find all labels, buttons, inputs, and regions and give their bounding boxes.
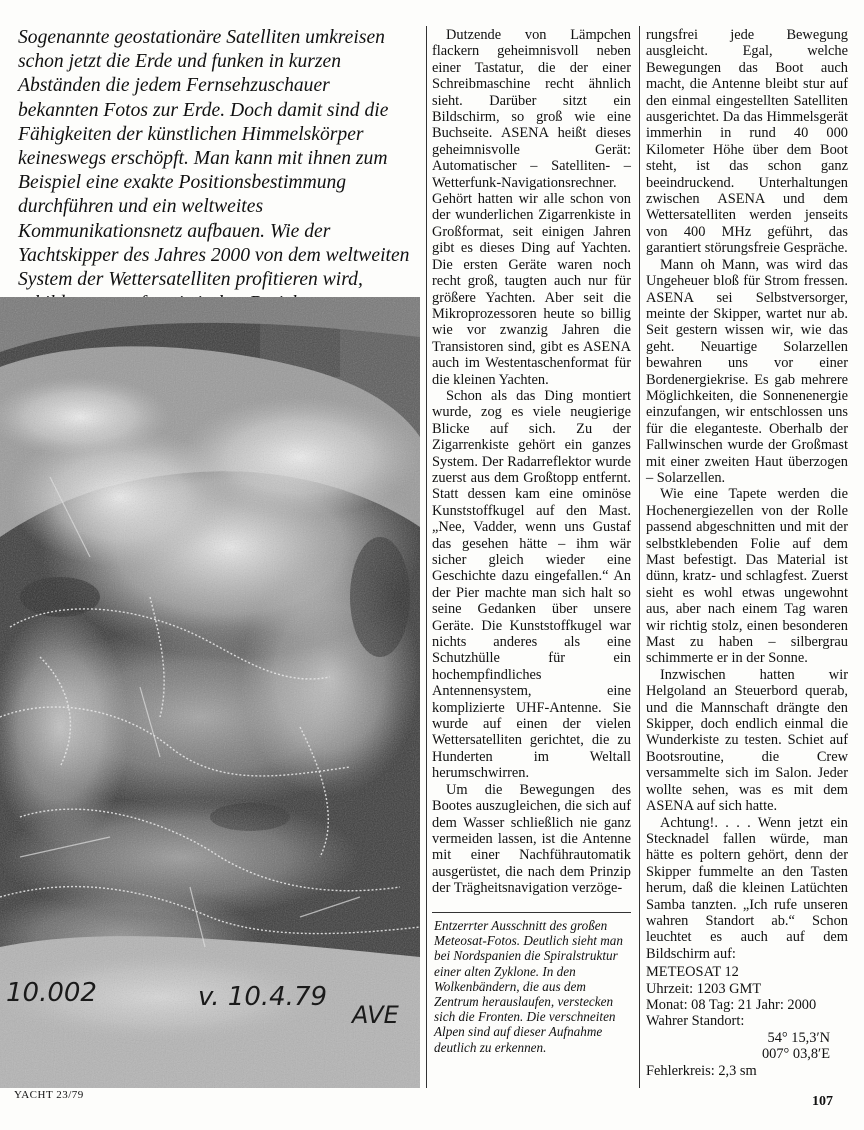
paragraph: Schon als das Ding montiert wurde, zog es viele neugierige Blicke auf sich. Zu der Zigarrenkiste gehört ein ganzes System. Der Radarreflektor wurde zuerst aus dem Großtopp entfernt. Statt dessen kam eine ominöse Kunststoffkugel auf den Mast. „Nee, Vadder, wenn uns Gustaf das gesehen hätte – ihm wär sicher gleich wieder eine Geschichte dazu eingefallen.“ An der Pier machte man sich halt so seine Gedanken über unsere Geräte. Die Kunststoffkugel war nichts anderes als eine Schutzhülle für ein hochempfindliches Antennensystem, eine komplizierte UHF-Antenne. Sie wurde auf einen der vielen Wettersatelliten gerichtet, die zu Hunderten im Weltall herumschwirren. [432, 387, 631, 782]
paragraph: Dutzende von Lämpchen flackern geheimnisvoll neben einer Tastatur, die der einer Schreibmaschine recht ähnlich sieht. Darüber sitzt ein Bildschirm, so groß wie eine Buchseite. ASENA heißt dieses geheimnisvolle Gerät: Automatischer – Satelliten- – Wetterfunk-Navigationsrechner. Gehört hatten wir alle schon von der wunderlichen Zigarrenkiste in Großformat, seit einigen Jahren gibt es dieses Ding auf Yachten. Die ersten Geräte waren noch recht groß, taugten auch nur für größere Yachten. Aber seit die Mikroprozessoren heute so billig wie vor zwanzig Jahren die Transistoren sind, gibt es ASENA auch im Westentaschenformat für die kleinen Yachten. [432, 27, 631, 388]
photo-annotation-date: v. 10.4.79 [198, 982, 328, 1012]
column-divider [639, 26, 640, 1088]
display-latitude: 54° 15,3′N [767, 1029, 830, 1046]
display-line: Monat: 08 Tag: 21 Jahr: 2000 [646, 996, 817, 1013]
satellite-photo [0, 297, 420, 1088]
magazine-issue: YACHT 23/79 [14, 1089, 84, 1101]
paragraph: rungsfrei jede Bewegung ausgleicht. Egal, welche Bewegungen das Boot auch macht, die Antenne bleibt stur auf den einmal eingestellten Satelliten ausgerichtet. Da das Himmelsgerät immerhin in rund 40 000 Kilometer Höhe über dem Boot steht, ist das schon ganz beeindruckend. Unterhaltungen zwischen ASENA und dem Wettersatelliten werden jenseits von 400 MHz geführt, das garantiert störungsfreie Gespräche. [646, 27, 848, 257]
caption-rule [432, 912, 631, 913]
article-column-3 [646, 27, 848, 1079]
page-number: 107 [812, 1094, 833, 1109]
photo-annotation-left: 10.002 [6, 978, 97, 1008]
display-line: Wahrer Standort: [646, 1013, 745, 1030]
paragraph: Wie eine Tapete werden die Hochenergiezellen von der Rolle passend abgeschnitten und mit der selbstklebenden Folie auf dem Mast befestigt. Das Material ist dünn, kratz- und schlagfest. Zuerst sieht es wohl etwas ungewohnt aus, aber nach einem Tag waren wir richtig stolz, einen besonderen Mast zu haben – silbergrau schimmerte er in der Sonne. [646, 486, 848, 667]
paragraph: Achtung!. . . . Wenn jetzt ein Stecknadel fallen würde, man hätte es poltern gehört, denn der Skipper fummelte an den Tasten herum, daß die kleinen Latüchten Samba tanzten. „Ich rufe unseren wahren Standort ab.“ Schon leuchtet es auch auf dem Bildschirm auf: [646, 814, 848, 962]
display-line: Uhrzeit: 1203 GMT [646, 980, 762, 997]
photo-caption: Entzerrter Ausschnitt des großen Meteosat-Fotos. Deutlich sieht man bei Nordspanien die Spiralstruktur einer alten Zyklone. In den Wolkenbändern, die aus dem Zentrum herauslaufen, verstecken sich die Fronten. Die verschneiten Alpen sind auf dieser Aufnahme deutlich zu erkennen. [434, 918, 623, 1055]
intro-text: Sogenannte geostationäre Satelliten umkreisen schon jetzt die Erde und funken in kurzen Abständen die jedem Fernsehzuschauer bekannten Fotos zur Erde. Doch damit sind die Fähigkeiten der künstlichen Himmelskörper keineswegs erschöpft. Man kann mit ihnen zum Beispiel eine exakte Positionsbestimmung durchführen und ein weltweites Kommunikationsnetz aufbauen. Wie der Yachtskipper des Jahres 2000 von dem weltweiten System der Wettersatelliten profitieren wird, [18, 27, 410, 291]
photo-annotation-right: AVE [352, 1001, 399, 1029]
asena-display-readout [646, 964, 848, 1079]
satellite-image [0, 297, 420, 1088]
display-longitude: 007° 03,8′E [761, 1046, 830, 1063]
paragraph: Inzwischen hatten wir Helgoland an Steuerbord querab, und die Mannschaft drängte den Skipper, doch endlich einmal die Wunderkiste zu testen. Schiet auf Bootsroutine, die Crew versammelte sich im Salon. Jeder wollte sehen, was es mit dem ASENA auf sich hatte. [646, 666, 848, 815]
article-column-2 [432, 27, 631, 897]
paragraph: Mann oh Mann, was wird das Ungeheuer bloß für Strom fressen. ASENA sei Selbstversorger, meinte der Skipper, wartet nur ab. Seit gestern wissen wir, wie das geht. Neuartige Solarzellen bewahren uns vor einer Bordenergiekrise. Es gab mehrere Möglichkeiten, die Sonnenenergie einzufangen, wir entschlossen uns für die eleganteste. Oberhalb der Fallwinschen wurde der Großmast mit einer zweiten Haut überzogen – Solarzellen. [646, 256, 848, 486]
display-line: METEOSAT 12 [646, 964, 739, 981]
column-divider [426, 26, 427, 1088]
paragraph: Um die Bewegungen des Bootes auszugleichen, die sich auf dem Wasser schließlich nie ganz vermeiden lassen, ist die Antenne mit einer Nachführautomatik ausgerüstet, die nach dem Prinzip der Trägheitsnavigation verzöge- [432, 781, 631, 897]
display-line: Fehlerkreis: 2,3 sm [646, 1062, 757, 1079]
